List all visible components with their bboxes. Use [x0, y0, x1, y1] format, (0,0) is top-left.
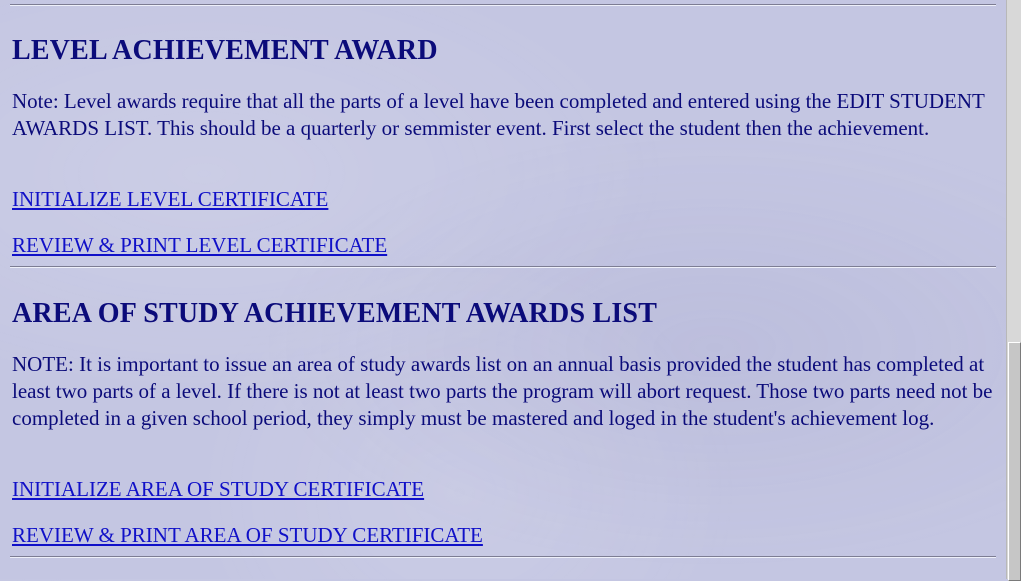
bottom-divider: [10, 556, 996, 558]
level-achievement-heading: LEVEL ACHIEVEMENT AWARD: [12, 35, 438, 66]
initialize-level-certificate-link[interactable]: INITIALIZE LEVEL CERTIFICATE: [12, 187, 329, 211]
area-of-study-heading: AREA OF STUDY ACHIEVEMENT AWARDS LIST: [12, 298, 658, 329]
section-divider: [10, 266, 996, 268]
initialize-area-of-study-certificate-link[interactable]: INITIALIZE AREA OF STUDY CERTIFICATE: [12, 477, 425, 501]
level-award-note: Note: Level awards require that all the parts of a level have been completed and entered using the EDIT STUDENT AWARDS LIST. This should be a quarterly or semmister event. First select the student then the achievement.: [12, 89, 985, 140]
review-print-area-of-study-certificate-link[interactable]: REVIEW & PRINT AREA OF STUDY CERTIFICATE: [12, 523, 483, 547]
review-print-level-certificate-link[interactable]: REVIEW & PRINT LEVEL CERTIFICATE: [12, 233, 388, 257]
top-divider: [10, 4, 996, 6]
vertical-scrollbar[interactable]: [1006, 0, 1021, 579]
scrollbar-thumb[interactable]: [1008, 342, 1021, 581]
area-of-study-note: NOTE: It is important to issue an area of study awards list on an annual basis provided the student has completed at least two parts of a level. If there is not at least two parts the program will abort request. Those two parts need not be completed in a given school period, they simply must be mastered and loged in the student's achievement log.: [12, 352, 993, 430]
